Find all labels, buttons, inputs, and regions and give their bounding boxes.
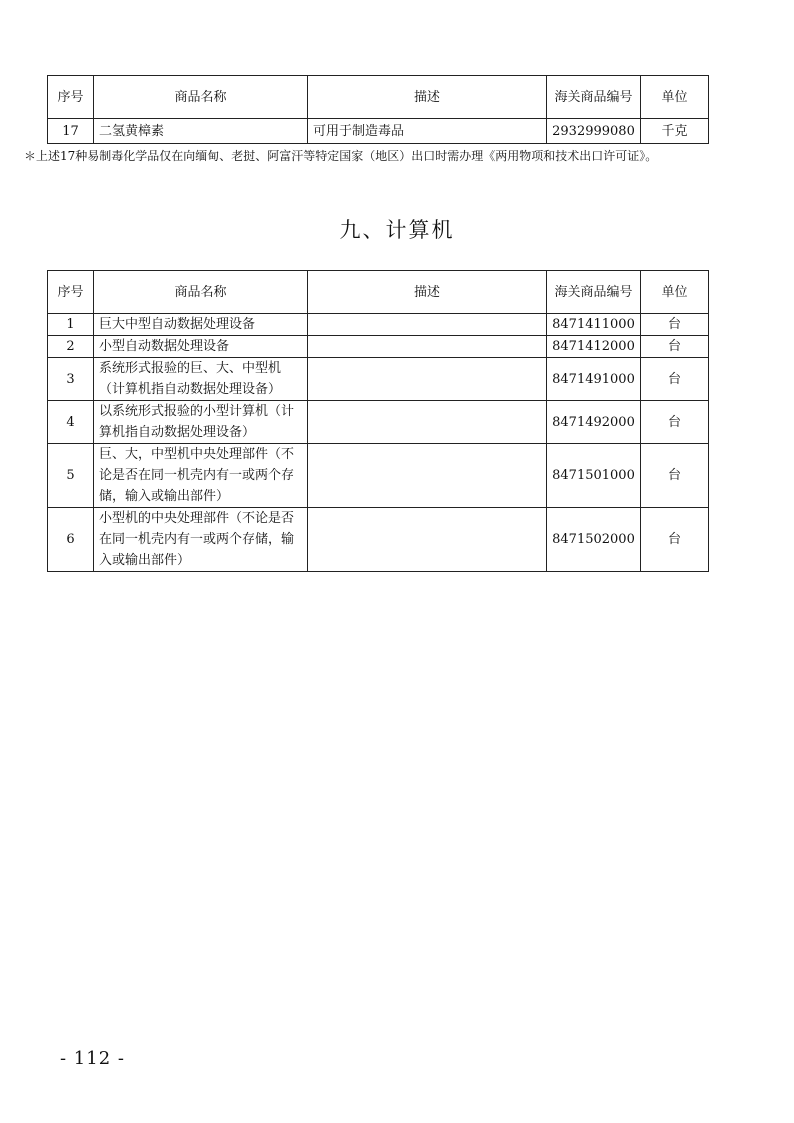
cell-desc — [308, 314, 547, 336]
cell-no: 4 — [48, 401, 94, 444]
cell-unit: 台 — [641, 314, 709, 336]
computers-table — [47, 270, 709, 572]
cell-name: 小型自动数据处理设备 — [94, 336, 308, 358]
header-no: 序号 — [48, 76, 94, 119]
cell-name: 巨大中型自动数据处理设备 — [94, 314, 308, 336]
header-code: 海关商品编号 — [547, 271, 641, 314]
cell-code: 2932999080 — [547, 119, 641, 144]
table-header-row — [48, 271, 709, 314]
header-name: 商品名称 — [94, 271, 308, 314]
header-code: 海关商品编号 — [547, 76, 641, 119]
cell-desc — [308, 401, 547, 444]
cell-unit: 台 — [641, 358, 709, 401]
cell-code: 8471502000 — [547, 508, 641, 572]
table-row — [48, 358, 709, 401]
cell-no: 2 — [48, 336, 94, 358]
page-number: - 112 - — [60, 1048, 125, 1069]
table-row — [48, 444, 709, 508]
header-desc: 描述 — [308, 76, 547, 119]
cell-code: 8471491000 — [547, 358, 641, 401]
cell-code: 8471411000 — [547, 314, 641, 336]
cell-desc — [308, 336, 547, 358]
cell-unit: 台 — [641, 444, 709, 508]
cell-desc — [308, 444, 547, 508]
table-row — [48, 119, 709, 144]
header-unit: 单位 — [641, 271, 709, 314]
cell-no: 5 — [48, 444, 94, 508]
cell-no: 3 — [48, 358, 94, 401]
cell-name: 系统形式报验的巨、大、中型机（计算机指自动数据处理设备） — [94, 358, 308, 401]
cell-desc: 可用于制造毒品 — [308, 119, 547, 144]
cell-no: 6 — [48, 508, 94, 572]
table-header-row — [48, 76, 709, 119]
cell-no: 1 — [48, 314, 94, 336]
header-no: 序号 — [48, 271, 94, 314]
cell-code: 8471492000 — [547, 401, 641, 444]
cell-desc — [308, 508, 547, 572]
cell-name: 巨、大，中型机中央处理部件（不论是否在同一机壳内有一或两个存储，输入或输出部件） — [94, 444, 308, 508]
cell-unit: 千克 — [641, 119, 709, 144]
header-desc: 描述 — [308, 271, 547, 314]
table-row — [48, 336, 709, 358]
cell-code: 8471501000 — [547, 444, 641, 508]
cell-name: 二氢黄樟素 — [94, 119, 308, 144]
cell-no: 17 — [48, 119, 94, 144]
table-row — [48, 401, 709, 444]
cell-unit: 台 — [641, 401, 709, 444]
cell-name: 以系统形式报验的小型计算机（计算机指自动数据处理设备） — [94, 401, 308, 444]
chemicals-table — [47, 75, 709, 144]
table-row — [48, 314, 709, 336]
cell-unit: 台 — [641, 508, 709, 572]
footnote: ＊上述17种易制毒化学品仅在向缅甸、老挝、阿富汗等特定国家（地区）出口时需办理《两用物项和技术出口许可证》。 — [24, 149, 658, 163]
section-title: 九、计算机 — [339, 218, 455, 242]
cell-desc — [308, 358, 547, 401]
header-name: 商品名称 — [94, 76, 308, 119]
cell-unit: 台 — [641, 336, 709, 358]
header-unit: 单位 — [641, 76, 709, 119]
table-row — [48, 508, 709, 572]
cell-code: 8471412000 — [547, 336, 641, 358]
cell-name: 小型机的中央处理部件（不论是否在同一机壳内有一或两个存储，输入或输出部件） — [94, 508, 308, 572]
